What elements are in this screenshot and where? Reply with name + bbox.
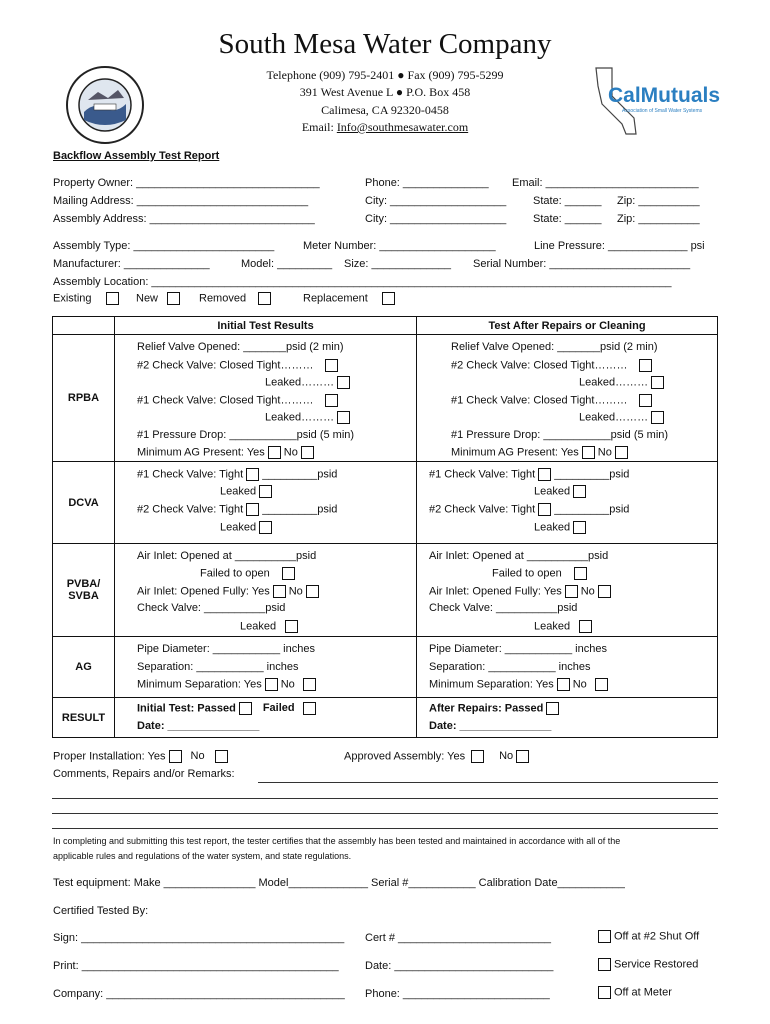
corner-cell xyxy=(53,317,115,335)
rpba-after-min-ag-yes-checkbox[interactable] xyxy=(582,446,595,459)
dcva-check1-psid[interactable]: _________psid xyxy=(262,468,338,481)
email-field[interactable]: Email: _________________________ xyxy=(512,177,699,189)
replacement-checkbox[interactable] xyxy=(382,292,395,305)
ag-after-min-sep-yes-checkbox[interactable] xyxy=(557,678,570,691)
rpba-check1-leaked xyxy=(265,411,353,424)
ag-separation[interactable]: Separation: ___________ inches xyxy=(137,661,299,673)
dcva-after-check1-psid[interactable]: _________psid xyxy=(554,468,630,481)
rpba-check2-label: #2 Check Valve: Closed Tight……… xyxy=(137,359,314,372)
assembly-type-field[interactable]: Assembly Type: _______________________ xyxy=(53,240,275,252)
pvba-after-failed-open xyxy=(492,567,590,580)
replacement-label: Replacement xyxy=(303,292,368,305)
pvba-after-opened-fully xyxy=(429,585,614,598)
dcva-check2-leaked-checkbox[interactable] xyxy=(259,521,272,534)
service-restored-label: Service Restored xyxy=(614,958,699,971)
rpba-after-min-ag-no-label: No xyxy=(597,446,612,459)
tester-phone-field[interactable]: Phone: ________________________ xyxy=(365,988,550,1000)
address-line: 391 West Avenue L ● P.O. Box 458 xyxy=(299,85,471,99)
rpba-check2-leaked-label: Leaked……… xyxy=(265,376,335,389)
pvba-leaked xyxy=(240,620,301,633)
email-label: Email: xyxy=(301,120,337,134)
meter-number-field[interactable]: Meter Number: ___________________ xyxy=(303,240,496,252)
rpba-after-pressure-drop[interactable]: #1 Pressure Drop: ___________psid (5 min) xyxy=(451,429,669,441)
phone-fax-line: Telephone (909) 795-2401 ● Fax (909) 795-5299 xyxy=(266,68,504,82)
ag-after-min-sep-label: Minimum Separation: Yes xyxy=(429,678,554,691)
off-at-meter-checkbox[interactable] xyxy=(598,986,611,999)
dcva-after-check1-leaked xyxy=(534,485,589,498)
dcva-initial-cell xyxy=(115,462,417,544)
off-at-meter-option xyxy=(595,986,672,999)
pvba-air-inlet[interactable]: Air Inlet: Opened at __________psid xyxy=(137,550,317,562)
proper-install-yes-checkbox[interactable] xyxy=(169,750,182,763)
rpba-check1-leaked-label: Leaked……… xyxy=(265,411,335,424)
pvba-after-air-inlet[interactable]: Air Inlet: Opened at __________psid xyxy=(429,550,609,562)
form-title: Backflow Assembly Test Report xyxy=(53,150,220,162)
dcva-check2-leaked xyxy=(220,521,275,534)
dcva-check2-label: #2 Check Valve: Tight xyxy=(137,503,244,516)
calmutuals-logo xyxy=(592,66,720,138)
rpba-after-min-ag xyxy=(451,446,631,459)
service-restored-option xyxy=(595,958,698,971)
line-pressure-field[interactable]: Line Pressure: _____________ psi xyxy=(534,240,705,252)
dcva-after-check2-tight-checkbox[interactable] xyxy=(538,503,551,516)
dcva-check2-leaked-label: Leaked xyxy=(220,521,257,534)
ag-label: AG xyxy=(53,637,115,698)
pvba-opened-no-label: No xyxy=(288,585,303,598)
pvba-label xyxy=(53,544,115,637)
dcva-check2 xyxy=(137,503,337,516)
result-initial-passed-checkbox[interactable] xyxy=(239,702,252,715)
pvba-after-cell xyxy=(417,544,718,637)
rpba-label: RPBA xyxy=(53,335,115,462)
manufacturer-field[interactable]: Manufacturer: ______________ xyxy=(53,258,210,270)
comments-line-1[interactable] xyxy=(258,782,718,783)
pvba-after-check-valve[interactable]: Check Valve: __________psid xyxy=(429,602,578,614)
new-option[interactable] xyxy=(136,292,183,305)
dcva-after-check1-leaked-checkbox[interactable] xyxy=(573,485,586,498)
pvba-label-line1: PVBA/ xyxy=(66,578,101,590)
rpba-check1-label: #1 Check Valve: Closed Tight……… xyxy=(137,394,314,407)
pvba-opened-fully-label: Air Inlet: Opened Fully: Yes xyxy=(137,585,270,598)
result-after-date[interactable]: Date: _______________ xyxy=(429,720,552,732)
ag-initial-cell xyxy=(115,637,417,698)
serial-number-field[interactable]: Serial Number: _______________________ xyxy=(473,258,691,270)
rpba-after-check1-leaked xyxy=(579,411,667,424)
company-field[interactable]: Company: _______________________________________ xyxy=(53,988,345,1000)
rpba-relief-valve[interactable]: Relief Valve Opened: _______psid (2 min) xyxy=(137,341,344,353)
date-field[interactable]: Date: __________________________ xyxy=(365,960,554,972)
proper-install-label: Proper Installation: Yes xyxy=(53,750,166,763)
dcva-after-cell xyxy=(417,462,718,544)
comments-label: Comments, Repairs and/or Remarks: xyxy=(53,768,235,780)
result-after-cell xyxy=(417,698,718,738)
result-after-passed-checkbox[interactable] xyxy=(546,702,559,715)
assembly-city-field[interactable]: City: ___________________ xyxy=(365,213,507,225)
company-name: South Mesa Water Company xyxy=(218,28,552,60)
pvba-after-opened-no-checkbox[interactable] xyxy=(598,585,611,598)
rpba-initial-cell xyxy=(115,335,417,462)
proper-installation xyxy=(53,750,231,763)
mailing-address-field[interactable]: Mailing Address: ____________________________ xyxy=(53,195,309,207)
pvba-label-line2: SVBA xyxy=(68,590,99,602)
certification-text-1: In completing and submitting this test report, the tester certifies that the assembly has been tested and maintained in accordance with all of the xyxy=(53,836,621,846)
rpba-after-check1-leaked-checkbox[interactable] xyxy=(651,411,664,424)
dcva-check1-tight-checkbox[interactable] xyxy=(246,468,259,481)
pvba-check-valve[interactable]: Check Valve: __________psid xyxy=(137,602,286,614)
model-field[interactable]: Model: _________ xyxy=(241,258,333,270)
rpba-after-min-ag-no-checkbox[interactable] xyxy=(615,446,628,459)
rpba-after-check2-tight-checkbox[interactable] xyxy=(639,359,652,372)
result-failed-checkbox[interactable] xyxy=(303,702,316,715)
dcva-after-check1 xyxy=(429,468,629,481)
sign-field[interactable]: Sign: ___________________________________________ xyxy=(53,932,345,944)
rpba-after-check1-leaked-label: Leaked……… xyxy=(579,411,649,424)
replacement-option[interactable] xyxy=(303,292,398,305)
result-after xyxy=(429,702,562,715)
test-equipment-field[interactable]: Test equipment: Make _______________ Model_____________ Serial #___________ Calibration Date___________ xyxy=(53,877,625,889)
off-at-shutoff-checkbox[interactable] xyxy=(598,930,611,943)
ag-min-sep-yes-checkbox[interactable] xyxy=(265,678,278,691)
approved-yes-checkbox[interactable] xyxy=(471,750,484,763)
approved-label: Approved Assembly: Yes xyxy=(344,750,466,763)
approved-no-label: No xyxy=(499,750,514,763)
rpba-check1-leaked-checkbox[interactable] xyxy=(337,411,350,424)
new-label: New xyxy=(136,292,159,305)
partner-logo-text: CalMutuals xyxy=(608,84,721,107)
result-after-label: After Repairs: Passed xyxy=(429,702,544,715)
assembly-zip-field[interactable]: Zip: __________ xyxy=(617,213,700,225)
removed-checkbox[interactable] xyxy=(258,292,271,305)
dcva-after-check1-tight-checkbox[interactable] xyxy=(538,468,551,481)
pvba-after-opened-no-label: No xyxy=(580,585,595,598)
pvba-after-leaked-checkbox[interactable] xyxy=(579,620,592,633)
proper-install-no-label: No xyxy=(190,750,205,763)
dcva-after-check2-leaked-checkbox[interactable] xyxy=(573,521,586,534)
rpba-check2-leaked-checkbox[interactable] xyxy=(337,376,350,389)
rpba-after-relief-valve[interactable]: Relief Valve Opened: _______psid (2 min) xyxy=(451,341,658,353)
email-link[interactable]: Info@southmesawater.com xyxy=(336,120,469,134)
pvba-failed-label: Failed to open xyxy=(200,567,270,580)
after-repairs-header: Test After Repairs or Cleaning xyxy=(417,317,718,335)
dcva-after-check2 xyxy=(429,503,629,516)
pvba-failed-checkbox[interactable] xyxy=(282,567,295,580)
dcva-check2-tight-checkbox[interactable] xyxy=(246,503,259,516)
assembly-state-field[interactable]: State: ______ xyxy=(533,213,602,225)
dcva-check1-label: #1 Check Valve: Tight xyxy=(137,468,244,481)
off-at-shutoff-option xyxy=(595,930,699,943)
dcva-check2-psid[interactable]: _________psid xyxy=(262,503,338,516)
phone-field[interactable]: Phone: ______________ xyxy=(365,177,489,189)
rpba-after-check2-label: #2 Check Valve: Closed Tight……… xyxy=(451,359,628,372)
comments-line-4[interactable] xyxy=(52,828,718,829)
dcva-after-check2-psid[interactable]: _________psid xyxy=(554,503,630,516)
ag-pipe-diameter[interactable]: Pipe Diameter: ___________ inches xyxy=(137,643,315,655)
pvba-leaked-checkbox[interactable] xyxy=(285,620,298,633)
dcva-after-check1-leaked-label: Leaked xyxy=(534,485,571,498)
dcva-after-check2-label: #2 Check Valve: Tight xyxy=(429,503,536,516)
rpba-pressure-drop[interactable]: #1 Pressure Drop: ___________psid (5 min) xyxy=(137,429,355,441)
ag-min-sep-label: Minimum Separation: Yes xyxy=(137,678,262,691)
certified-tested-by-label: Certified Tested By: xyxy=(53,905,149,917)
test-results-table xyxy=(52,316,718,738)
rpba-check1-tight xyxy=(137,394,341,407)
ag-after-min-sep-no-checkbox[interactable] xyxy=(595,678,608,691)
comments-line-3[interactable] xyxy=(52,813,718,814)
mailing-state-field[interactable]: State: ______ xyxy=(533,195,602,207)
rpba-min-ag-label: Minimum AG Present: Yes xyxy=(137,446,265,459)
ag-min-sep-no-checkbox[interactable] xyxy=(303,678,316,691)
rpba-after-cell xyxy=(417,335,718,462)
service-restored-checkbox[interactable] xyxy=(598,958,611,971)
pvba-after-leaked-label: Leaked xyxy=(534,620,571,633)
rpba-after-check2-leaked-checkbox[interactable] xyxy=(651,376,664,389)
existing-checkbox[interactable] xyxy=(106,292,119,305)
size-field[interactable]: Size: _____________ xyxy=(344,258,452,270)
dcva-check1-leaked xyxy=(220,485,275,498)
pvba-after-failed-label: Failed to open xyxy=(492,567,562,580)
rpba-after-check2-tight xyxy=(451,359,655,372)
rpba-after-min-ag-label: Minimum AG Present: Yes xyxy=(451,446,579,459)
initial-results-header: Initial Test Results xyxy=(115,317,417,335)
rpba-check1-tight-checkbox[interactable] xyxy=(325,394,338,407)
dcva-after-check2-leaked-label: Leaked xyxy=(534,521,571,534)
print-field[interactable]: Print: __________________________________________ xyxy=(53,960,339,972)
assembly-location-field[interactable]: Assembly Location: _____________________________________________________________________________________ xyxy=(53,276,672,288)
mailing-city-field[interactable]: City: ___________________ xyxy=(365,195,507,207)
pvba-after-opened-fully-label: Air Inlet: Opened Fully: Yes xyxy=(429,585,562,598)
rpba-after-check1-tight xyxy=(451,394,655,407)
ag-after-pipe-diameter[interactable]: Pipe Diameter: ___________ inches xyxy=(429,643,607,655)
dcva-check1 xyxy=(137,468,337,481)
dcva-check1-leaked-label: Leaked xyxy=(220,485,257,498)
pvba-after-opened-yes-checkbox[interactable] xyxy=(565,585,578,598)
result-initial-date[interactable]: Date: _______________ xyxy=(137,720,260,732)
pvba-after-leaked xyxy=(534,620,595,633)
dcva-check1-leaked-checkbox[interactable] xyxy=(259,485,272,498)
pvba-opened-yes-checkbox[interactable] xyxy=(273,585,286,598)
rpba-after-check2-leaked xyxy=(579,376,667,389)
rpba-min-ag-yes-checkbox[interactable] xyxy=(268,446,281,459)
pvba-opened-no-checkbox[interactable] xyxy=(306,585,319,598)
dcva-after-check1-label: #1 Check Valve: Tight xyxy=(429,468,536,481)
off-at-meter-label: Off at Meter xyxy=(614,986,672,999)
comments-line-2[interactable] xyxy=(52,798,718,799)
city-line: Calimesa, CA 92320-0458 xyxy=(321,103,449,117)
new-checkbox[interactable] xyxy=(167,292,180,305)
result-initial xyxy=(137,702,319,715)
existing-option[interactable] xyxy=(53,292,122,305)
rpba-min-ag xyxy=(137,446,317,459)
dcva-after-check2-leaked xyxy=(534,521,589,534)
ag-min-separation xyxy=(137,678,319,691)
rpba-check2-leaked xyxy=(265,376,353,389)
partner-tagline: Association of Small Water Systems xyxy=(622,108,703,114)
pvba-opened-fully xyxy=(137,585,322,598)
property-owner-field[interactable]: Property Owner: ______________________________ xyxy=(53,177,320,189)
mailing-zip-field[interactable]: Zip: __________ xyxy=(617,195,700,207)
rpba-check2-tight-checkbox[interactable] xyxy=(325,359,338,372)
removed-label: Removed xyxy=(199,292,247,305)
rpba-check2-tight xyxy=(137,359,341,372)
rpba-after-check2-leaked-label: Leaked……… xyxy=(579,376,649,389)
rpba-after-check1-label: #1 Check Valve: Closed Tight……… xyxy=(451,394,628,407)
pvba-after-failed-checkbox[interactable] xyxy=(574,567,587,580)
ag-after-min-separation xyxy=(429,678,611,691)
existing-label: Existing xyxy=(53,292,92,305)
certification-text-2: applicable rules and regulations of the water system, and state regulations. xyxy=(53,851,352,861)
result-initial-label: Initial Test: Passed xyxy=(137,702,236,715)
dcva-label: DCVA xyxy=(53,462,115,544)
rpba-min-ag-no-checkbox[interactable] xyxy=(301,446,314,459)
assembly-address-field[interactable]: Assembly Address: ___________________________ xyxy=(53,213,315,225)
approved-assembly xyxy=(344,750,532,763)
pvba-initial-cell xyxy=(115,544,417,637)
ag-after-cell xyxy=(417,637,718,698)
pvba-leaked-label: Leaked xyxy=(240,620,277,633)
cert-number-field[interactable]: Cert # _________________________ xyxy=(365,932,551,944)
off-at-shutoff-label: Off at #2 Shut Off xyxy=(614,930,700,943)
result-failed-label: Failed xyxy=(262,702,295,715)
ag-min-sep-no-label: No xyxy=(280,678,295,691)
ag-after-min-sep-no-label: No xyxy=(572,678,587,691)
rpba-after-check1-tight-checkbox[interactable] xyxy=(639,394,652,407)
proper-install-no-checkbox[interactable] xyxy=(215,750,228,763)
result-initial-cell xyxy=(115,698,417,738)
pvba-failed-open xyxy=(200,567,298,580)
removed-option[interactable] xyxy=(199,292,274,305)
ag-after-separation[interactable]: Separation: ___________ inches xyxy=(429,661,591,673)
approved-no-checkbox[interactable] xyxy=(516,750,529,763)
rpba-min-ag-no-label: No xyxy=(283,446,298,459)
result-label: RESULT xyxy=(53,698,115,738)
